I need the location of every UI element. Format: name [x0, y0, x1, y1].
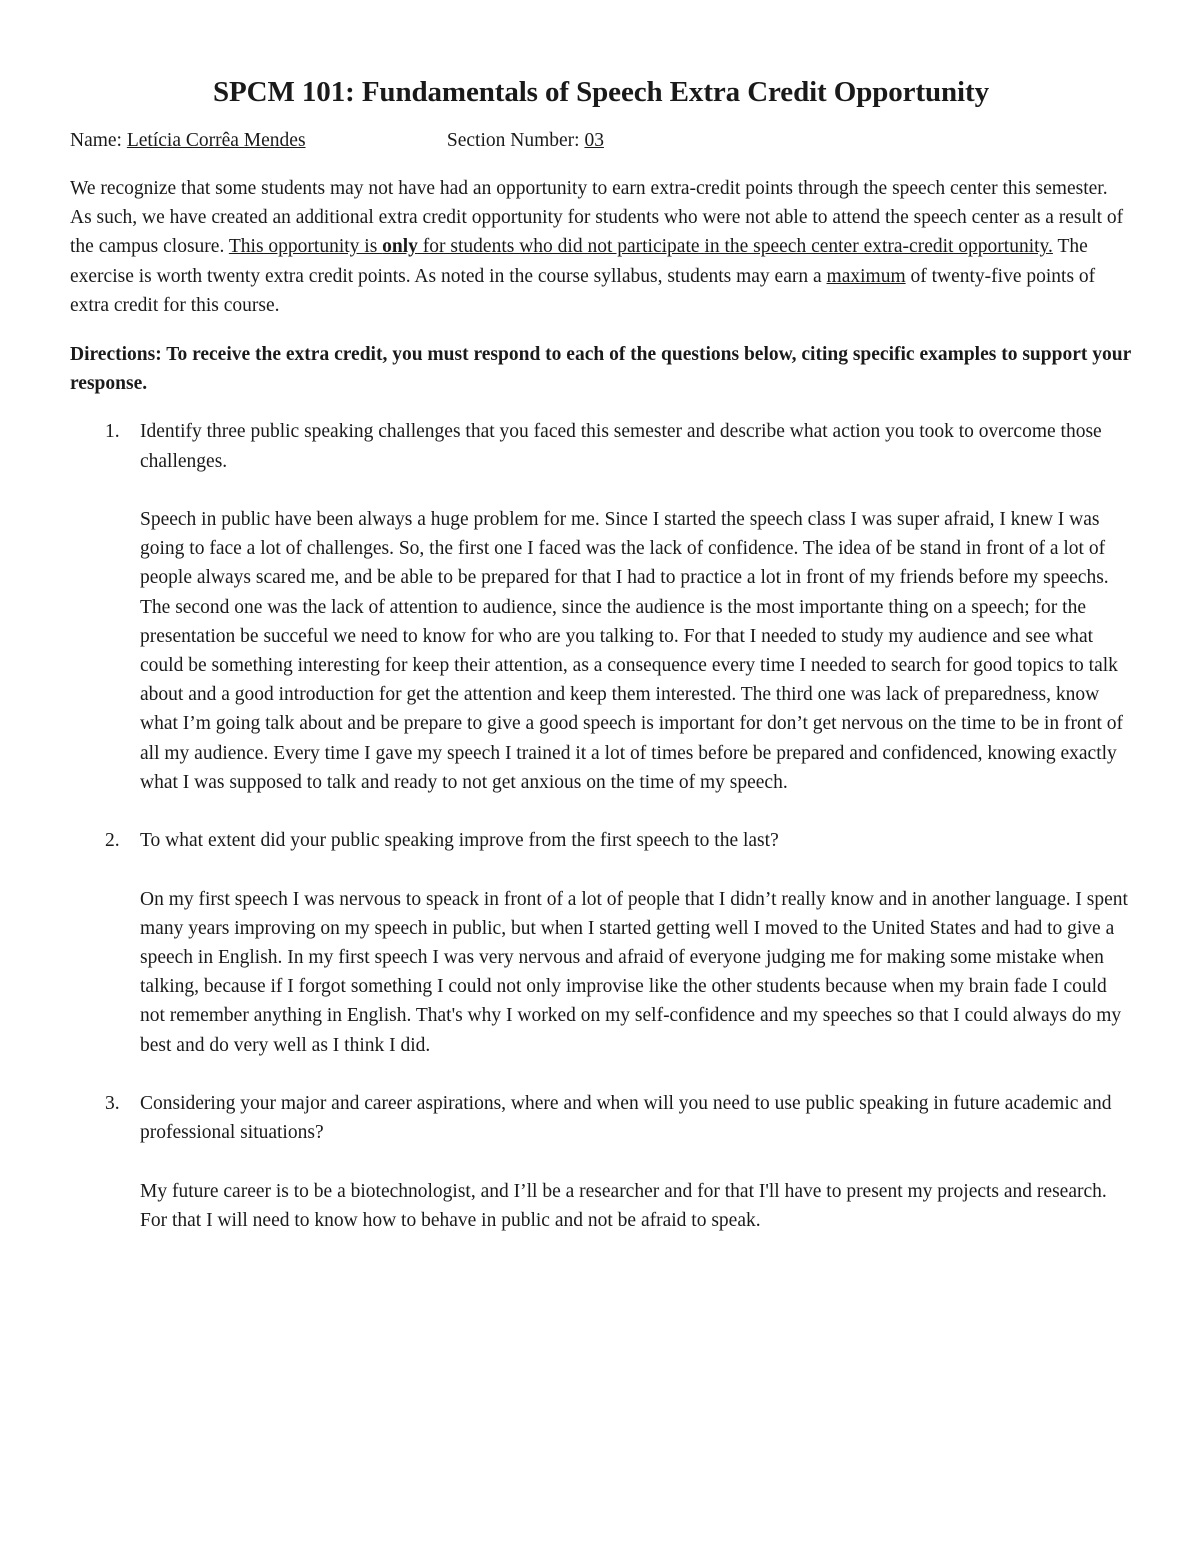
question-item-1: [70, 417, 1132, 797]
student-info: [70, 128, 1132, 154]
answer-text: Speech in public have been always a huge problem for me. Since I started the speech class I was super afraid, I knew I was going to face a lot of challenges. So, the first one I faced was the lack of confidence. The idea of be stand in front of a lot of people always scared me, and be able to be prepared for that I had to practice a lot in front of my friends before my speechs. The second one was the lack of attention to audience, since the audience is the most importante thing on a speech; for the presentation be succeful we need to know for who are you talking to. For that I needed to study my audience and see what could be something interesting for keep their attention, as a consequence every time I needed to search for good topics to talk about and a good introduction for get the attention and keep them interested. The third one was lack of preparedness, know what I’m going talk about and be prepare to give a good speech is important for don’t get nervous on the time to be in front of all my audience. Every time I gave my speech I trained it a lot of times before be prepared and confidenced, knowing exactly what I was supposed to talk and ready to not get anxious on the time of my speech.: [140, 509, 1124, 793]
section-label: Section Number:: [446, 130, 580, 151]
intro-maximum: maximum: [826, 265, 906, 287]
question-number: 2.: [105, 830, 120, 852]
question-list: [70, 417, 1132, 1235]
document-title: SPCM 101: Fundamentals of Speech Extra Credit Opportunity: [213, 76, 989, 108]
question-text: Considering your major and career aspirations, where and when will you need to use public speaking in future academic and professional situations?: [140, 1093, 1112, 1144]
intro-paragraph: [70, 174, 1132, 320]
question-number: 3.: [105, 1093, 120, 1115]
document-page: [70, 0, 1132, 1235]
question-text: To what extent did your public speaking improve from the first speech to the last?: [140, 830, 779, 852]
intro-text-2: The exercise is worth twenty extra credit points. As noted in the course syllabus, students may earn a: [70, 236, 1088, 287]
intro-text-1: We recognize that some students may not have had an opportunity to earn extra-credit points through the speech center this semester. As such, we have created an additional extra credit opportunity for students who were not able to attend the speech center as a result of the campus closure.: [70, 178, 1124, 258]
section-value: 03: [584, 130, 604, 151]
answer-text: On my first speech I was nervous to speack in front of a lot of people that I didn’t really know and in another language. I spent many years improving on my speech in public, but when I started getting well I moved to the United States and had to give a speech in English. In my first speech I was very nervous and afraid of everyone judging me for making some mistake when talking, because if I forgot something I could not only improvise like the other students because when my brain fade I could not remember anything in English. That's why I worked on my self-confidence and my speeches so that I could always do my best and do very well as I think I did.: [140, 888, 1128, 1056]
name-value: Letícia Corrêa Mendes: [126, 130, 306, 151]
section-field: [447, 130, 604, 151]
question-item-2: [70, 826, 1132, 1060]
name-field: [70, 128, 442, 154]
question-number: 1.: [105, 421, 120, 443]
question-text: Identify three public speaking challenges that you faced this semester and describe what action you took to overcome those challenges.: [140, 421, 1102, 472]
answer-text: My future career is to be a biotechnologist, and I’ll be a researcher and for that I'll have to present my projects and research. For that I will need to know how to behave in public and not be afraid to speak.: [140, 1180, 1107, 1231]
intro-only-bold: only: [382, 236, 418, 258]
intro-underline-2: for students who did not participate in the speech center extra-credit opportunity.: [417, 236, 1053, 258]
directions: Directions: To receive the extra credit, you must respond to each of the questions below, citing specific examples to support your response.: [70, 343, 1131, 394]
intro-underline-1: This opportunity is: [228, 236, 383, 258]
name-label: Name:: [70, 130, 122, 151]
question-item-3: [70, 1089, 1132, 1235]
intro-text-3: of twenty-five points of extra credit for this course.: [70, 265, 1096, 316]
